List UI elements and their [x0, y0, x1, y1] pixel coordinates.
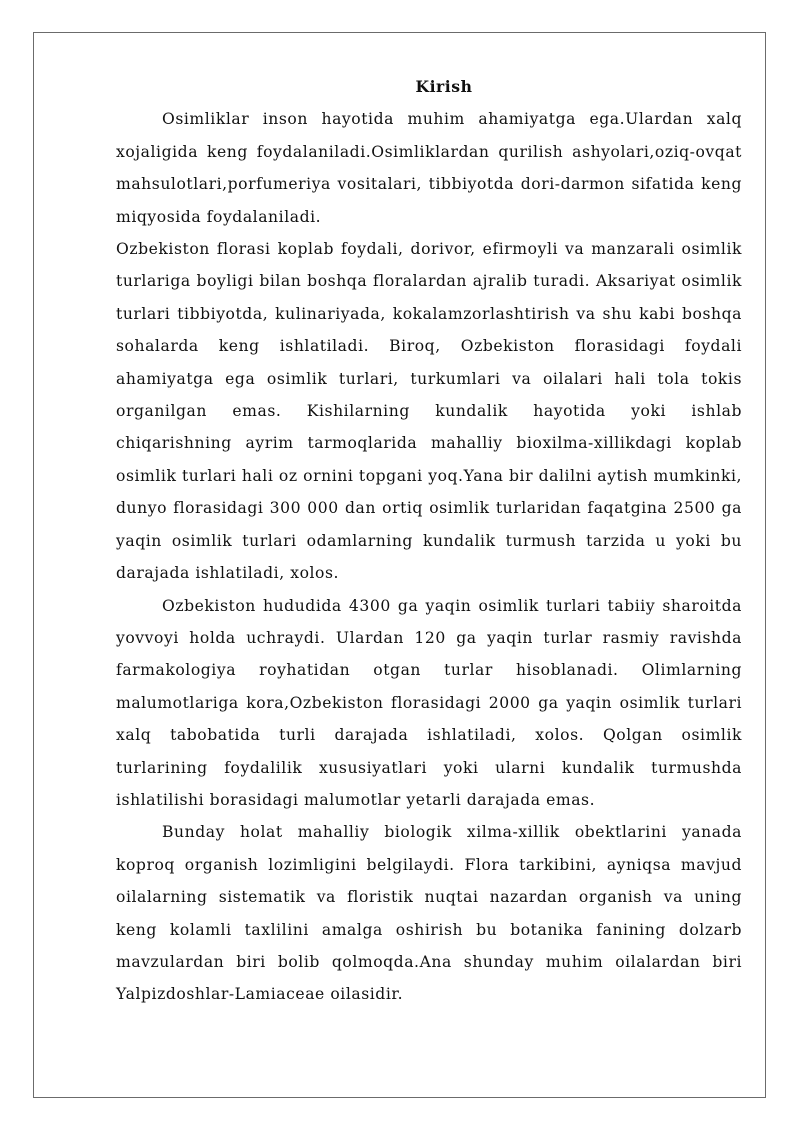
- paragraph-1: Osimliklar inson hayotida muhim ahamiyatga ega.Ulardan xalq xojaligida keng foydalaniladi.Osimliklardan qurilish ashyolari,oziq-ovqat mahsulotlari,porfumeriya vositalari, tibbiyotda dori-darmon sifatida keng miqyosida foydalaniladi.: [116, 110, 742, 226]
- document-title: Kirish: [415, 77, 473, 96]
- paragraph-2: Ozbekiston florasi koplab foydali, dorivor, efirmoyli va manzarali osimlik turlariga boyligi bilan boshqa floralardan ajralib turadi. Aksariyat osimlik turlari tibbiyotda, kulinariyada, kokalamzorlashtirish va shu kabi boshqa sohalarda keng ishlatiladi. Biroq, Ozbekiston florasidagi foydali ahamiyatga ega osimlik turlari, turkumlari va oilalari hali tola tokis organilgan emas. Kishilarning kundalik hayotida yoki ishlab chiqarishning ayrim tarmoqlarida mahalliy bioxilma-xillikdagi koplab osimlik turlari hali oz ornini topgani yoq.Yana bir dalilni aytish mumkinki, dunyo florasidagi 300 000 dan ortiq osimlik turlaridan faqatgina 2500 ga yaqin osimlik turlari odamlarning kundalik turmush tarzida u yoki bu darajada ishlatiladi, xolos.: [116, 240, 742, 583]
- paragraph-4: Bunday holat mahalliy biologik xilma-xillik obektlarini yanada koproq organish lozimligini belgilaydi. Flora tarkibini, ayniqsa mavjud oilalarning sistematik va floristik nuqtai nazardan organish va uning keng kolamli taxlilini amalga oshirish bu botanika fanining dolzarb mavzulardan biri bolib qolmoqda.Ana shunday muhim oilalardan biri Yalpizdoshlar-Lamiaceae oilasidir.: [116, 823, 742, 1004]
- paragraph-3: Ozbekiston hududida 4300 ga yaqin osimlik turlari tabiiy sharoitda yovvoyi holda uchraydi. Ulardan 120 ga yaqin turlar rasmiy ravishda farmakologiya royhatidan otgan turlar hisoblanadi. Olimlarning malumotlariga kora,Ozbekiston florasidagi 2000 ga yaqin osimlik turlari xalq tabobatida turli darajada ishlatiladi, xolos. Qolgan osimlik turlarining foydalilik xususiyatlari yoki ularni kundalik turmushda ishlatilishi borasidagi malumotlar yetarli darajada emas.: [116, 596, 742, 809]
- document-body: [116, 71, 742, 1011]
